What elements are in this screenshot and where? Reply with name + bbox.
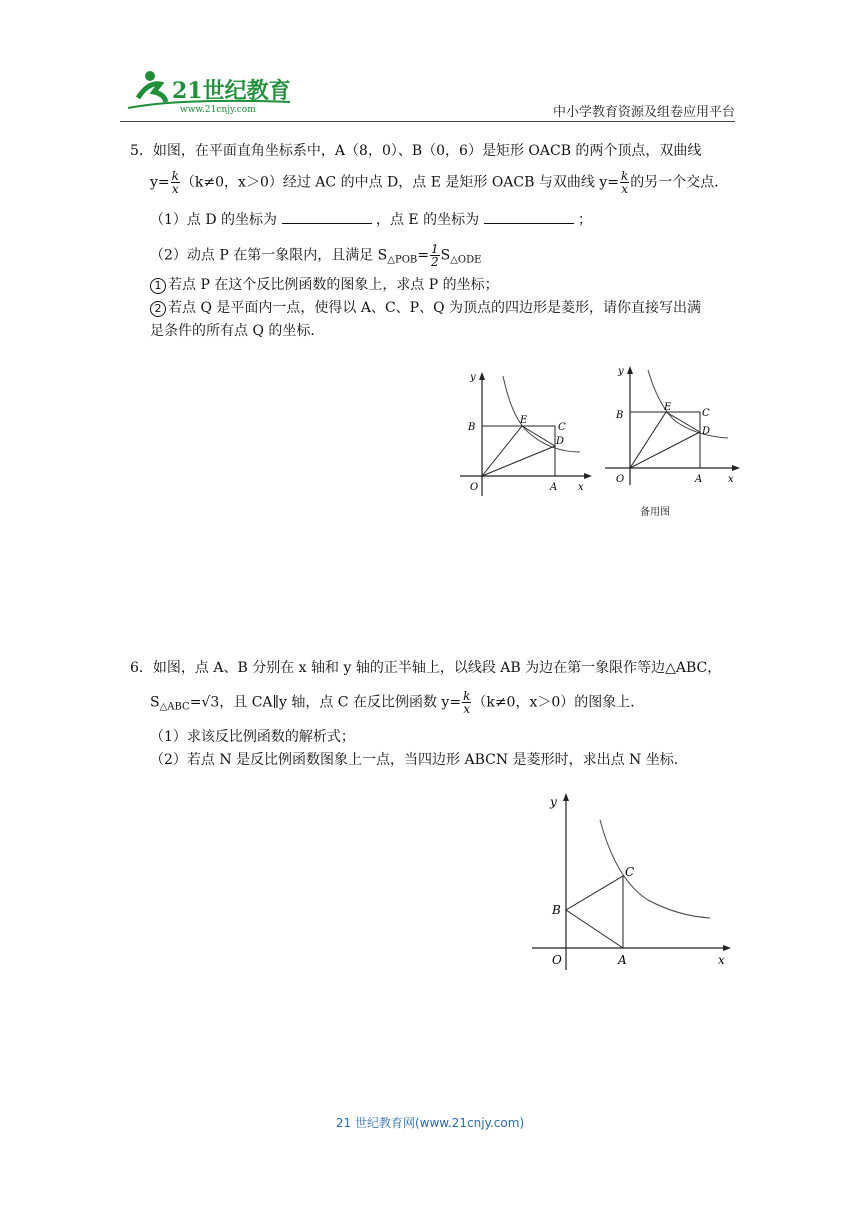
- fraction-k-over-x: $\frac{k}{x}$: [171, 169, 179, 196]
- svg-text:21世纪教育: 21世纪教育: [172, 78, 291, 104]
- answer-blank-d: [282, 211, 372, 224]
- q5-figure-backup: [600, 360, 745, 490]
- svg-text:x: x: [578, 482, 584, 493]
- svg-text:C: C: [702, 408, 710, 419]
- svg-text:y: y: [618, 366, 624, 377]
- q5-figure-main: [440, 368, 600, 503]
- q5-sub2b: 足条件的所有点 Q 的坐标．: [150, 323, 325, 339]
- svg-text:A: A: [550, 482, 558, 493]
- svg-text:O: O: [470, 482, 479, 493]
- svg-text:y: y: [550, 795, 557, 809]
- svg-text:A: A: [695, 474, 703, 485]
- q6-figure: [528, 788, 738, 978]
- svg-text:B: B: [468, 422, 476, 433]
- q6-line2: $S_{\triangle ABC}=√3$，且 CA∥y 轴，点 C 在反比例函数 y= $\frac{k}{x}$ （k≠0，x＞0）的图象上．: [150, 689, 645, 716]
- backup-figure-caption: 备用图: [640, 507, 670, 518]
- q5-sub1: 1 若点 P 在这个反比例函数的图象上，求点 P 的坐标；: [150, 275, 499, 295]
- q6-line1: 6．如图，点 A、B 分别在 x 轴和 y 轴的正半轴上，以线段 AB 为边在第一象限作等边△ABC，: [130, 660, 722, 676]
- svg-text:E: E: [664, 402, 672, 413]
- svg-text:A: A: [618, 953, 627, 967]
- q5-part1: （1）点 D 的坐标为 ，点 E 的坐标为 ；: [150, 212, 592, 228]
- q5-line2: y= $\frac{k}{x}$ （k≠0，x＞0）经过 AC 的中点 D，点 E 是矩形 OACB 与双曲线 y= $\frac{k}{x}$ 的另一个交点．: [150, 169, 729, 196]
- svg-text:C: C: [558, 422, 566, 433]
- q6-part1: （1）求该反比例函数的解析式；: [150, 729, 355, 745]
- svg-text:E: E: [520, 415, 528, 426]
- answer-blank-e: [484, 211, 574, 224]
- svg-text:x: x: [728, 474, 734, 485]
- svg-text:O: O: [616, 474, 625, 485]
- svg-text:x: x: [718, 953, 725, 967]
- footer-link[interactable]: 21 世纪教育网(www.21cnjy.com): [335, 1116, 525, 1130]
- svg-text:B: B: [616, 410, 624, 421]
- header-divider: [120, 121, 735, 122]
- svg-text:www.21cnjy.com: www.21cnjy.com: [180, 105, 256, 114]
- fraction-k-over-x: $\frac{k}{x}$: [620, 169, 629, 196]
- svg-text:D: D: [702, 426, 711, 437]
- q6-part2: （2）若点 N 是反比例函数图象上一点，当四边形 ABCN 是菱形时，求出点 N 坐标．: [150, 752, 688, 768]
- platform-title: 中小学教育资源及组卷应用平台: [552, 105, 735, 120]
- fraction-k-over-x: $\frac{k}{x}$: [463, 689, 471, 716]
- site-logo: [120, 68, 300, 114]
- svg-text:D: D: [556, 436, 565, 447]
- svg-text:O: O: [552, 953, 562, 967]
- svg-text:y: y: [470, 372, 476, 383]
- svg-text:C: C: [625, 865, 635, 879]
- q5-part2: （2）动点 P 在第一象限内，且满足 $S_{\triangle POB}=$ $\frac{1}{2}$ $S_{\triangle ODE}$: [150, 242, 482, 269]
- svg-text:B: B: [552, 903, 561, 917]
- q5-line1: 5．如图，在平面直角坐标系中，A（8，0）、B（0，6）是矩形 OACB 的两个顶点，双曲线: [130, 143, 702, 159]
- fraction-one-half: $\frac{1}{2}$: [430, 242, 439, 269]
- q5-sub2a: 2 若点 Q 是平面内一点，使得以 A、C、P、Q 为顶点的四边形是菱形，请你直接写出满: [150, 298, 701, 318]
